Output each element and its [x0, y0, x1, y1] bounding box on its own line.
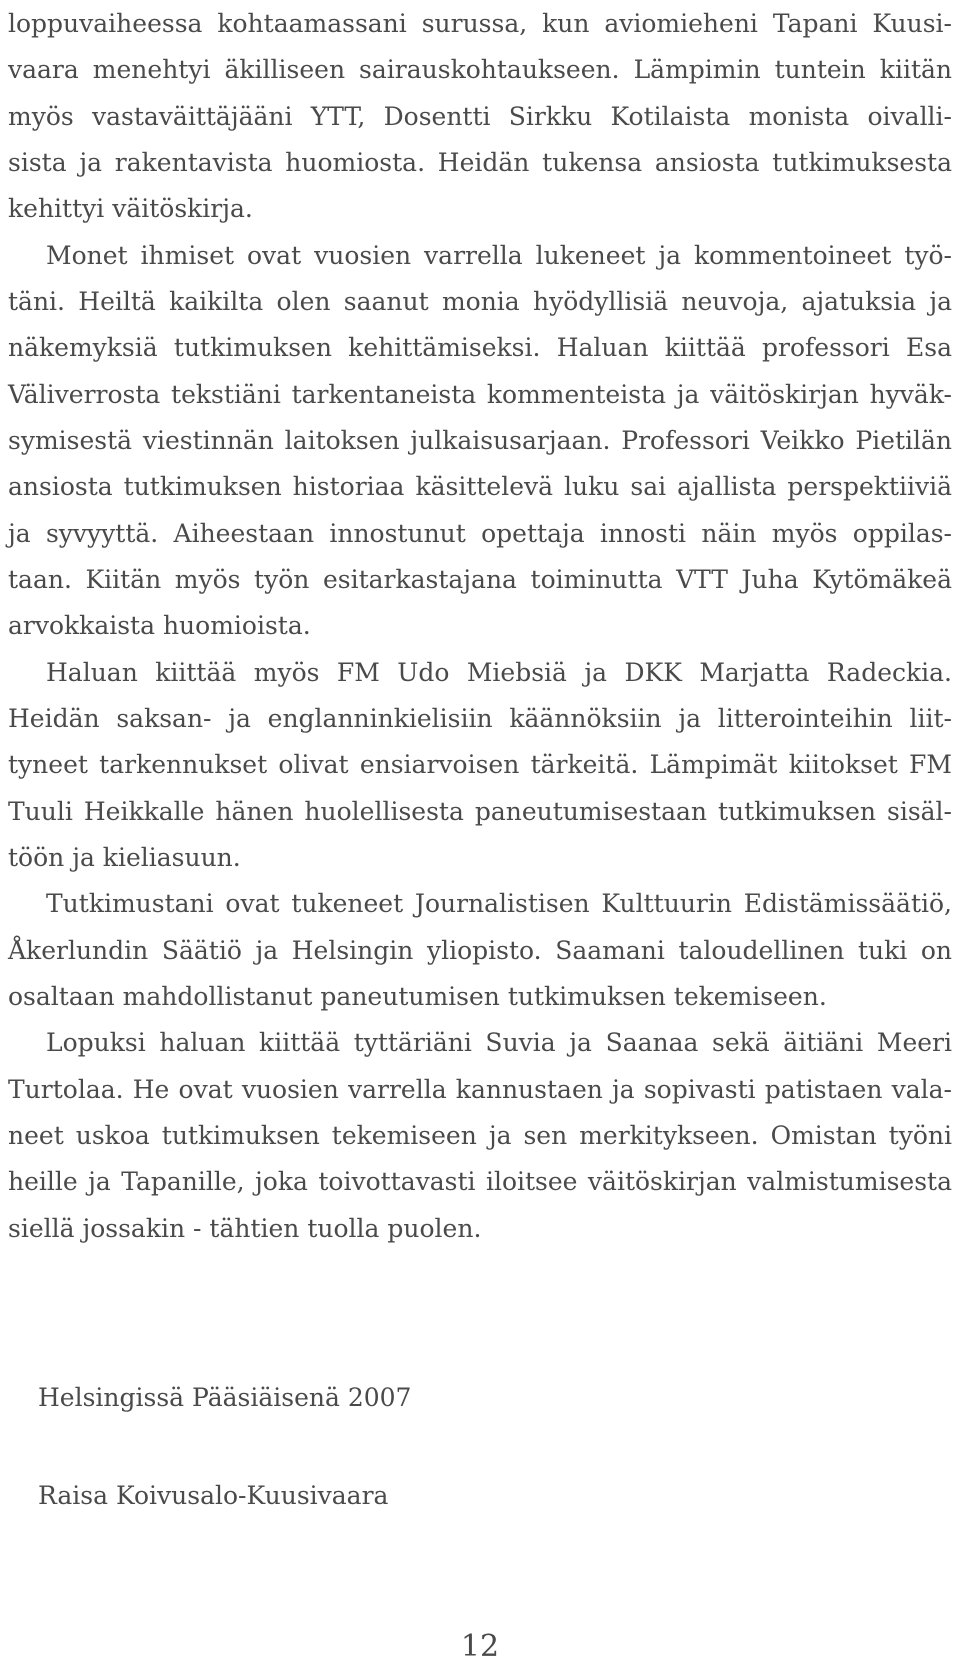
text-line: neet uskoa tutkimuksen tekemiseen ja sen merkitykseen. Omistan työni	[8, 1121, 952, 1150]
text-line: ansiosta tutkimuksen historiaa käsittelevä luku sai ajallista perspektiiviä	[8, 472, 952, 501]
paragraph-first-line: Monet ihmiset ovat vuosien varrella lukeneet ja kommentoineet työ-	[46, 241, 952, 270]
text-line: arvokkaista huomioista.	[8, 611, 311, 640]
paragraph-first-line: Lopuksi haluan kiittää tyttäriäni Suvia ja Saanaa sekä äitiäni Meeri	[46, 1028, 952, 1057]
text-line: Väliverrosta tekstiäni tarkentaneista kommenteista ja väitöskirjan hyväk-	[8, 380, 952, 409]
text-line: ja syvyyttä. Aiheestaan innostunut opettaja innosti näin myös oppilas-	[8, 519, 952, 548]
text-line: Åkerlundin Säätiö ja Helsingin yliopisto. Saamani taloudellinen tuki on	[8, 936, 952, 965]
place-date: Helsingissä Pääsiäisenä 2007	[38, 1383, 412, 1412]
page-number: 12	[460, 1629, 500, 1664]
text-line: Heidän saksan- ja englanninkielisiin käännöksiin ja litterointeihin liit-	[8, 704, 952, 733]
text-line: näkemyksiä tutkimuksen kehittämiseksi. Haluan kiittää professori Esa	[8, 333, 952, 362]
author-signature: Raisa Koivusalo-Kuusivaara	[38, 1481, 389, 1510]
text-line: sista ja rakentavista huomiosta. Heidän tukensa ansiosta tutkimuksesta	[8, 148, 952, 177]
text-line: taan. Kiitän myös työn esitarkastajana toiminutta VTT Juha Kytömäkeä	[8, 565, 952, 594]
text-line: Tuuli Heikkalle hänen huolellisesta paneutumisestaan tutkimuksen sisäl-	[8, 797, 952, 826]
text-line: loppuvaiheessa kohtaamassani surussa, kun aviomieheni Tapani Kuusi-	[8, 9, 952, 38]
text-line: heille ja Tapanille, joka toivottavasti iloitsee väitöskirjan valmistumisesta	[8, 1167, 952, 1196]
paragraph-first-line: Tutkimustani ovat tukeneet Journalistisen Kulttuurin Edistämissäätiö,	[46, 889, 952, 918]
text-line: siellä jossakin - tähtien tuolla puolen.	[8, 1214, 482, 1243]
text-line: osaltaan mahdollistanut paneutumisen tutkimuksen tekemiseen.	[8, 982, 827, 1011]
text-line: kehittyi väitöskirja.	[8, 194, 253, 223]
text-line: täni. Heiltä kaikilta olen saanut monia hyödyllisiä neuvoja, ajatuksia ja	[8, 287, 952, 316]
text-line: myös vastaväittäjääni YTT, Dosentti Sirkku Kotilaista monista oivalli-	[8, 102, 952, 131]
paragraph-first-line: Haluan kiittää myös FM Udo Miebsiä ja DKK Marjatta Radeckia.	[46, 658, 952, 687]
text-line: vaara menehtyi äkilliseen sairauskohtaukseen. Lämpimin tuntein kiitän	[8, 55, 952, 84]
text-line: symisestä viestinnän laitoksen julkaisusarjaan. Professori Veikko Pietilän	[8, 426, 952, 455]
text-line: Turtolaa. He ovat vuosien varrella kannustaen ja sopivasti patistaen vala-	[8, 1075, 952, 1104]
text-line: töön ja kieliasuun.	[8, 843, 241, 872]
text-line: tyneet tarkennukset olivat ensiarvoisen tärkeitä. Lämpimät kiitokset FM	[8, 750, 952, 779]
